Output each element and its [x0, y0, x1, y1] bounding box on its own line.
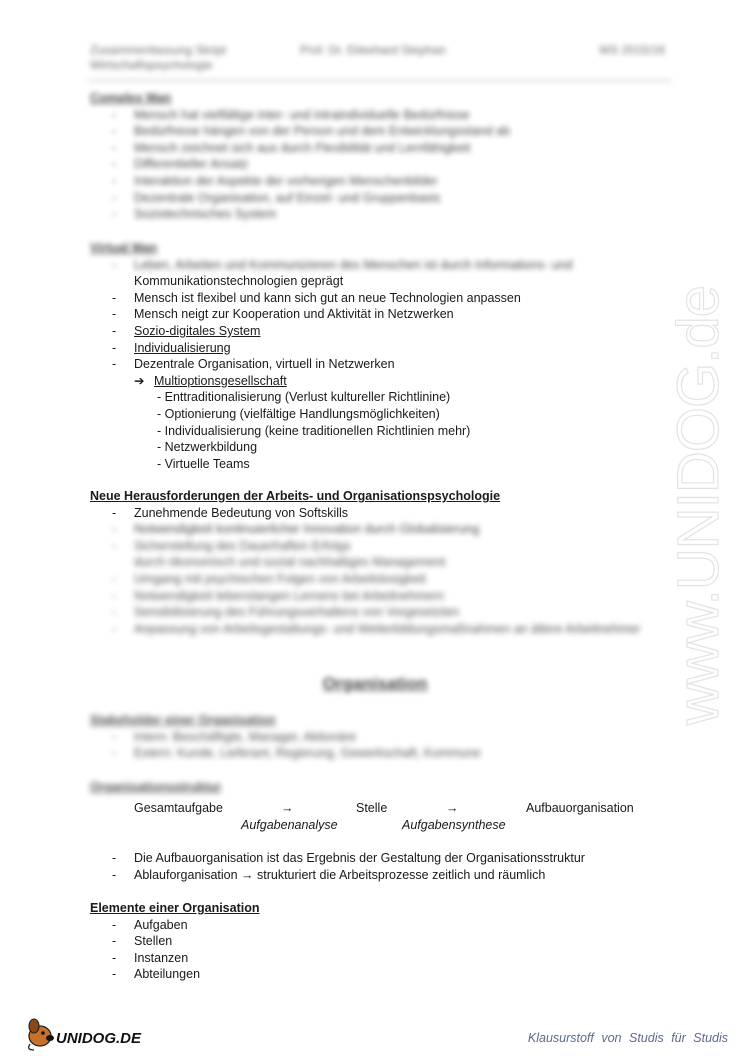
- dog-mascot-icon: [29, 1019, 54, 1050]
- watermark: [660, 280, 740, 730]
- section-title: Elemente einer Organisation: [90, 901, 260, 915]
- list-item: - Notwendigkeit lebenslangen Lernens bei Arbeitnehmern: [112, 588, 444, 603]
- flow-step: Gesamtaufgabe: [134, 801, 223, 815]
- list-item: - Dezentrale Organisation, virtuell in Netzwerken: [112, 357, 395, 372]
- list-item: - Sicherstellung des Dauerhaften Erfolgs: [112, 538, 351, 553]
- watermark-text: www.UNIDOG.de: [666, 285, 731, 725]
- section-elements: [90, 900, 260, 983]
- list-item: - Interaktion der Aspekte der vorherigen Menschenbilder: [112, 173, 438, 188]
- list-item: - Extern: Kunde, Lieferant, Regierung, Gewerkschaft, Kommune: [112, 746, 481, 761]
- section-title: Stakeholder einer Organisation: [90, 713, 276, 727]
- list-item: - Abteilungen: [112, 967, 201, 982]
- structure-flow: [90, 799, 650, 839]
- list-item: - Mensch neigt zur Kooperation und Aktivität in Netzwerken: [112, 307, 454, 322]
- header-divider: [88, 80, 671, 81]
- sub-item: - Individualisierung (keine traditionellen Richtlinien mehr): [157, 423, 471, 438]
- list-item: - Instanzen: [112, 950, 189, 965]
- section-title: Neue Herausforderungen der Arbeits- und Organisationspsychologie: [90, 489, 501, 503]
- list-item-continuation: Kommunikationstechnologien geprägt: [134, 274, 344, 289]
- section-virtual-man: [90, 240, 572, 472]
- arrow-right-icon: →: [281, 801, 294, 815]
- list-item: - Mensch hat vielfältige inter- und intraindividuelle Bedürfnisse: [112, 107, 470, 122]
- conclusion-item: ➔ Multioptionsgesellschaft: [134, 373, 287, 388]
- section-structure-items: [90, 850, 585, 883]
- sub-item: - Virtuelle Teams: [157, 456, 250, 471]
- list-item: - Differentieller Ansatz: [112, 157, 249, 172]
- footer-tagline: Klausurstoff von Studis für Studis: [527, 1031, 728, 1045]
- list-item: - Notwendigkeit kontinuierlicher Innovation durch Globalisierung: [112, 522, 480, 537]
- flow-label: Aufgabensynthese: [402, 818, 506, 832]
- sub-item: - Netzwerkbildung: [157, 440, 258, 455]
- section-challenges: [90, 488, 640, 637]
- section-title: Organisationsstruktur: [90, 780, 222, 794]
- list-item: - Soziotechnisches System: [112, 207, 277, 222]
- list-item: - Dezentrale Organisation, auf Einzel- und Gruppenbasis: [112, 190, 441, 205]
- list-item: - Intern: Beschäftigte, Manager, Aktionäre: [112, 729, 357, 744]
- chapter-title: Organisation: [322, 674, 428, 693]
- page-header: [90, 43, 670, 79]
- section-structure-heading: [90, 779, 221, 796]
- arrow-right-icon: →: [446, 801, 459, 815]
- flow-label: Aufgabenanalyse: [241, 818, 338, 832]
- sub-item: - Optionierung (vielfältige Handlungsmöglichkeiten): [157, 406, 440, 421]
- list-item: - Zunehmende Bedeutung von Softskills: [112, 505, 349, 520]
- list-item-continuation: durch ökonomisch und sozial nachhaltiges Management: [134, 555, 446, 570]
- list-item: - Die Aufbauorganisation ist das Ergebnis der Gestaltung der Organisationsstruktur: [112, 851, 585, 865]
- header-semester: WS 2015/16: [598, 43, 665, 57]
- list-item: - Stellen: [112, 934, 173, 949]
- list-item: - Leben, Arbeiten und Kommunizieren des Menschen ist durch Informations- und: [112, 257, 573, 272]
- list-item: - Mensch ist flexibel und kann sich gut an neue Technologien anpassen: [112, 290, 521, 305]
- header-course: Zusammenfassung Skript: [90, 43, 227, 57]
- list-item: - Umgang mit psychischen Folgen von Arbeitslosigkeit: [112, 571, 426, 586]
- flow-step: Stelle: [356, 801, 388, 815]
- list-item: - Mensch zeichnet sich aus durch Flexibilität und Lernfähigkeit: [112, 140, 471, 155]
- section-title: Complex Man: [90, 91, 172, 105]
- flow-step: Aufbauorganisation: [526, 801, 634, 815]
- header-professor: Prof. Dr. Ekkehard Stephan: [300, 43, 447, 57]
- list-item: - Aufgaben: [112, 917, 188, 932]
- section-stakeholder: [90, 712, 481, 762]
- header-subject: Wirtschaftspsychologie: [90, 58, 213, 72]
- list-item: - Individualisierung: [112, 340, 231, 355]
- sub-item: - Enttraditionalisierung (Verlust kultureller Richtlinine): [157, 390, 451, 405]
- list-item: - Ablauforganisation → strukturiert die Arbeitsprozesse zeitlich und räumlich: [112, 867, 546, 882]
- logo-text: UNIDOG.DE: [56, 1030, 142, 1047]
- list-item: - Sensibilisierung des Führungsverhaltens von Vorgesetzten: [112, 605, 460, 620]
- arrow-right-icon: ➔: [134, 373, 145, 388]
- section-complex-man: [90, 90, 510, 223]
- section-title: Virtual Man: [90, 241, 158, 255]
- list-item: - Bedürfnisse hängen von der Person und dem Entwicklungsstand ab: [112, 124, 510, 139]
- list-item: - Sozio-digitales System: [112, 323, 261, 338]
- unidog-logo[interactable]: [20, 1014, 160, 1052]
- list-item: - Anpassung von Arbeitsgestaltungs- und Weiterbildungsmaßnahmen an ältere Arbeitnehmer: [112, 621, 641, 636]
